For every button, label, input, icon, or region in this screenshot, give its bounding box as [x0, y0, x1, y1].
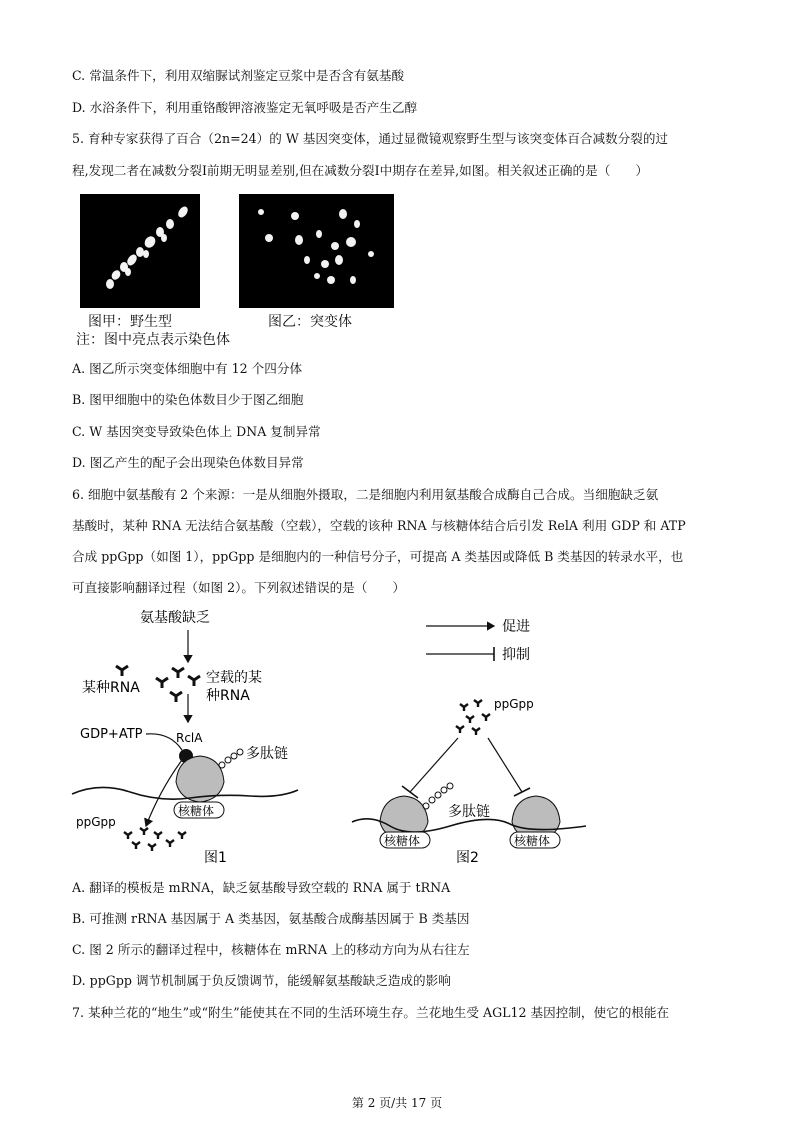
- q7-stem: 7. 某种兰花的“地生”或“附生”能使其在不同的生活环境生存。兰花地生受 AGL12 基因控制，使它的根能在: [72, 1005, 670, 1020]
- q6-option-c: C. 图 2 所示的翻译过程中，核糖体在 mRNA 上的移动方向为从右往左: [72, 942, 470, 957]
- caption-wild-type: 图甲：野生型: [88, 314, 172, 330]
- option-c-prev: C. 常温条件下，利用双缩脲试剂鉴定豆浆中是否含有氨基酸: [72, 68, 405, 83]
- q5-stem-line2: 程,发现二者在减数分裂Ⅰ前期无明显差别,但在减数分裂Ⅰ中期存在差异,如图。相关叙述正确的是（ ）: [72, 163, 649, 178]
- fig1-gdp-atp: GDP+ATP: [80, 727, 143, 742]
- fig1-empty-rna-line2: 种RNA: [206, 688, 250, 704]
- fig1-rela: RclA: [176, 731, 203, 745]
- option-d-prev: D. 水浴条件下，利用重铬酸钾溶液鉴定无氧呼吸是否产生乙醇: [72, 100, 418, 115]
- q5-stem-line1: 5. 育种专家获得了百合（2n=24）的 W 基因突变体，通过显微镜观察野生型与该突变体百合减数分裂的过: [72, 131, 669, 146]
- q5-option-b: B. 图甲细胞中的染色体数目少于图乙细胞: [72, 392, 304, 407]
- micrograph-wild-type: [80, 194, 200, 308]
- q6-stem-line4: 可直接影响翻译过程（如图 2）。下列叙述错误的是（ ）: [72, 580, 406, 595]
- fig1-ppgpp: ppGpp: [76, 815, 116, 829]
- fig1-some-rna: 某种RNA: [82, 680, 140, 696]
- fig1-caption: 图1: [204, 850, 227, 866]
- fig2-ribosome-right: 核糖体: [514, 834, 551, 848]
- q5-option-a: A. 图乙所示突变体细胞中有 12 个四分体: [72, 361, 303, 376]
- figure-1-diagram: [70, 600, 300, 870]
- q6-option-a: A. 翻译的模板是 mRNA，缺乏氨基酸导致空载的 RNA 属于 tRNA: [72, 880, 451, 895]
- fig2-ribosome-left: 核糖体: [384, 834, 421, 848]
- legend-promote: 促进: [502, 619, 530, 635]
- fig2-caption: 图2: [456, 850, 479, 866]
- q5-option-d: D. 图乙产生的配子会出现染色体数目异常: [72, 455, 304, 470]
- figure-note: 注：图中亮点表示染色体: [76, 332, 230, 348]
- fig1-peptide: 多肽链: [246, 746, 288, 762]
- q6-option-b: B. 可推测 rRNA 基因属于 A 类基因，氨基酸合成酶基因属于 B 类基因: [72, 911, 470, 926]
- micrograph-mutant: [239, 194, 394, 308]
- fig1-ribosome: 核糖体: [178, 804, 215, 818]
- q6-stem-line3: 合成 ppGpp（如图 1），ppGpp 是细胞内的一种信号分子，可提高 A 类基因或降低 B 类基因的转录水平，也: [72, 549, 684, 564]
- q6-option-d: D. ppGpp 调节机制属于负反馈调节，能缓解氨基酸缺乏造成的影响: [72, 973, 451, 988]
- q5-option-c: C. W 基因突变导致染色体上 DNA 复制异常: [72, 424, 321, 439]
- fig1-amino-acid-shortage: 氨基酸缺乏: [140, 610, 210, 626]
- fig2-peptide: 多肽链: [448, 804, 490, 820]
- fig1-empty-rna-line1: 空载的某: [206, 670, 262, 686]
- figure-2-diagram: [350, 600, 590, 870]
- q6-stem-line2: 基酸时，某种 RNA 无法结合氨基酸（空载），空载的该种 RNA 与核糖体结合后引发 RelA 利用 GDP 和 ATP: [72, 518, 686, 533]
- legend-inhibit: 抑制: [502, 647, 530, 663]
- q6-stem-line1: 6. 细胞中氨基酸有 2 个来源：一是从细胞外摄取，二是细胞内利用氨基酸合成酶自己合成。当细胞缺乏氨: [72, 487, 659, 502]
- fig2-ppgpp: ppGpp: [494, 697, 534, 711]
- caption-mutant: 图乙：突变体: [268, 314, 352, 330]
- page-footer: 第 2 页/共 17 页: [351, 1096, 443, 1110]
